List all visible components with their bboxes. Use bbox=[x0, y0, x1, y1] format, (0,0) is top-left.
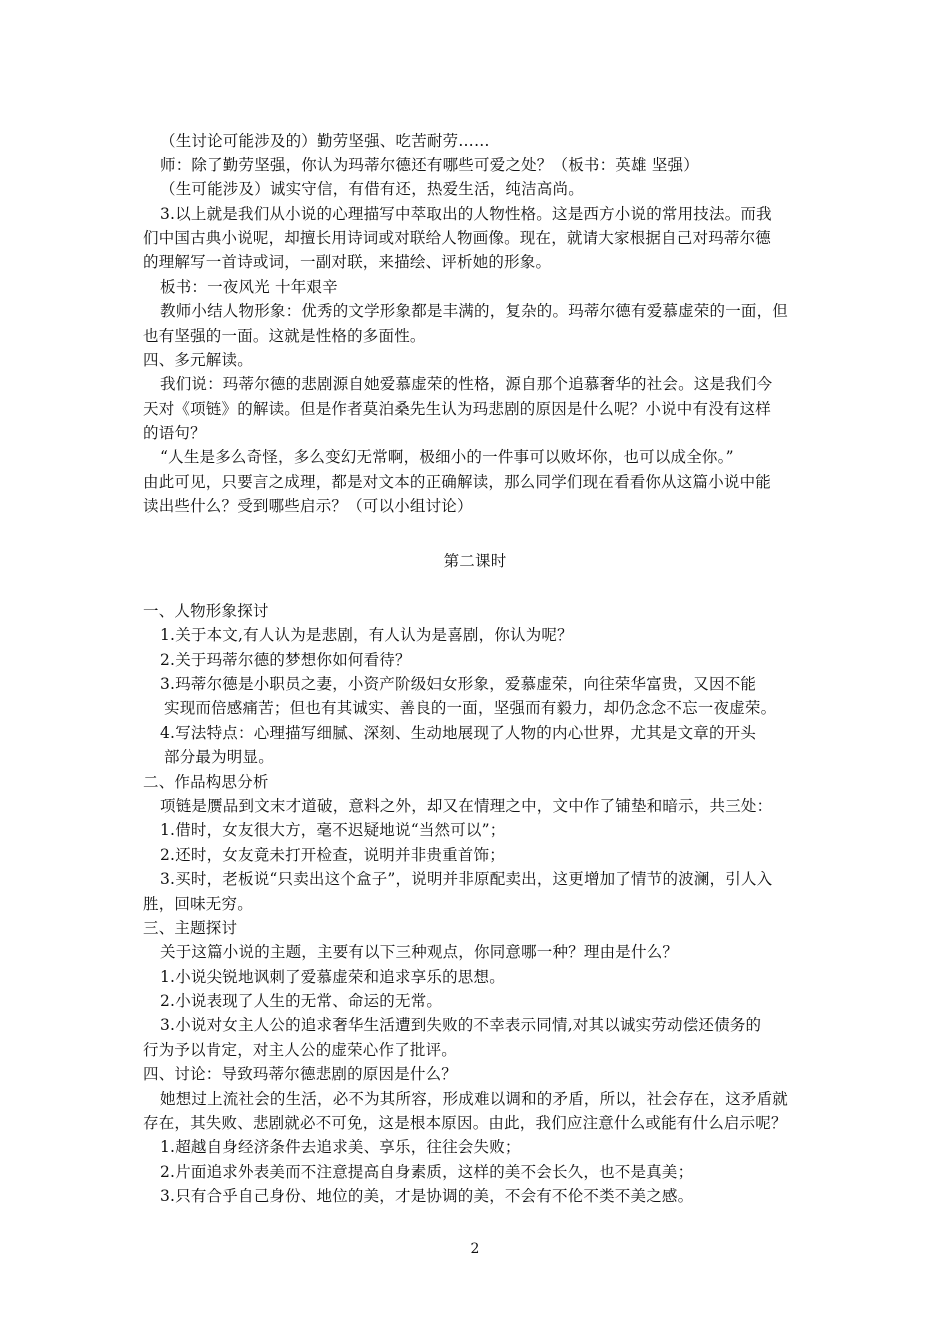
list-item: 2.小说表现了人生的无常、命运的无常。 bbox=[160, 992, 443, 1010]
page-number: 2 bbox=[470, 1241, 480, 1257]
text-line: 师：除了勤劳坚强，你认为玛蒂尔德还有哪些可爱之处？（板书：英雄 坚强） bbox=[160, 156, 699, 174]
list-item: 3.买时，老板说“只卖出这个盒子”，说明并非原配卖出，这更增加了情节的波澜，引人入 bbox=[160, 870, 773, 888]
list-item: 1.超越自身经济条件去追求美、享乐，往往会失败； bbox=[160, 1138, 521, 1156]
list-item-continued: 胜，回味无穷。 bbox=[143, 895, 253, 913]
list-item-continued: 部分最为明显。 bbox=[164, 748, 274, 766]
section-heading: 四、多元解读。 bbox=[143, 351, 253, 369]
section-heading: 三、主题探讨 bbox=[143, 919, 238, 937]
text-line: 关于这篇小说的主题，主要有以下三种观点，你同意哪一种？理由是什么？ bbox=[160, 943, 679, 961]
text-line: 项链是赝品到文末才道破，意料之外，却又在情理之中，文中作了铺垫和暗示，共三处： bbox=[160, 797, 773, 815]
quote-line: “人生是多么奇怪，多么变幻无常啊，极细小的一件事可以败坏你，也可以成全你。” bbox=[160, 448, 734, 466]
list-item-continued: 行为予以肯定，对主人公的虚荣心作了批评。 bbox=[143, 1041, 458, 1059]
list-item: 3.小说对女主人公的追求奢华生活遭到失败的不幸表示同情,对其以诚实劳动偿还债务的 bbox=[160, 1016, 762, 1034]
list-item: 4.写法特点：心理描写细腻、深刻、生动地展现了人物的内心世界，尤其是文章的开头 bbox=[160, 724, 757, 742]
text-line: 由此可见，只要言之成理，都是对文本的正确解读，那么同学们现在看看你从这篇小说中能 bbox=[143, 473, 772, 491]
section-heading: 四、讨论：导致玛蒂尔德悲剧的原因是什么？ bbox=[143, 1065, 458, 1083]
list-item: 3.玛蒂尔德是小职员之妻，小资产阶级妇女形象，爱慕虚荣，向往荣华富贵，又因不能 bbox=[160, 675, 757, 693]
list-item: 1.借时，女友很大方，毫不迟疑地说“当然可以”； bbox=[160, 821, 506, 839]
text-line: 教师小结人物形象：优秀的文学形象都是丰满的，复杂的。玛蒂尔德有爱慕虚荣的一面，但 bbox=[160, 302, 789, 320]
list-item: 2.片面追求外表美而不注意提高自身素质，这样的美不会长久，也不是真美； bbox=[160, 1163, 694, 1181]
list-item: 2.还时，女友竟未打开检查，说明并非贵重首饰； bbox=[160, 846, 505, 864]
text-line: 她想过上流社会的生活，必不为其所容，形成难以调和的矛盾，所以，社会存在，这矛盾就 bbox=[160, 1090, 789, 1108]
section-heading: 一、人物形象探讨 bbox=[143, 602, 269, 620]
list-item: 2.关于玛蒂尔德的梦想你如何看待？ bbox=[160, 651, 411, 669]
text-line: 的语句？ bbox=[143, 424, 206, 442]
text-line: 板书：一夜风光 十年艰辛 bbox=[160, 278, 338, 296]
list-item: 1.关于本文,有人认为是悲剧，有人认为是喜剧，你认为呢？ bbox=[160, 626, 573, 644]
list-item-continued: 实现而倍感痛苦；但也有其诚实、善良的一面，坚强而有毅力，却仍念念不忘一夜虚荣。 bbox=[164, 699, 777, 717]
text-line: 的理解写一首诗或词，一副对联，来描绘、评析她的形象。 bbox=[143, 253, 552, 271]
text-line: 也有坚强的一面。这就是性格的多面性。 bbox=[143, 327, 426, 345]
list-item: 1.小说尖锐地讽刺了爱慕虚荣和追求享乐的思想。 bbox=[160, 968, 505, 986]
text-line: 我们说：玛蒂尔德的悲剧源自她爱慕虚荣的性格，源自那个追慕奢华的社会。这是我们今 bbox=[160, 375, 773, 393]
text-line: 读出些什么？受到哪些启示？（可以小组讨论） bbox=[143, 497, 473, 515]
text-line: 3.以上就是我们从小说的心理描写中萃取出的人物性格。这是西方小说的常用技法。而我 bbox=[160, 205, 772, 223]
text-line: （生讨论可能涉及的）勤劳坚强、吃苦耐劳…… bbox=[160, 132, 490, 150]
text-line: 存在，其失败、悲剧就必不可免，这是根本原因。由此，我们应注意什么或能有什么启示呢？ bbox=[143, 1114, 787, 1132]
text-line: 天对《项链》的解读。但是作者莫泊桑先生认为玛悲剧的原因是什么呢？小说中有没有这样 bbox=[143, 400, 772, 418]
text-line: 们中国古典小说呢，却擅长用诗词或对联给人物画像。现在，就请大家根据自己对玛蒂尔德 bbox=[143, 229, 772, 247]
list-item: 3.只有合乎自己身份、地位的美，才是协调的美，不会有不伦不类不美之感。 bbox=[160, 1187, 694, 1205]
lesson-title: 第二课时 bbox=[443, 552, 507, 570]
text-line: （生可能涉及）诚实守信，有借有还，热爱生活，纯洁高尚。 bbox=[160, 180, 584, 198]
section-heading: 二、作品构思分析 bbox=[143, 773, 269, 791]
